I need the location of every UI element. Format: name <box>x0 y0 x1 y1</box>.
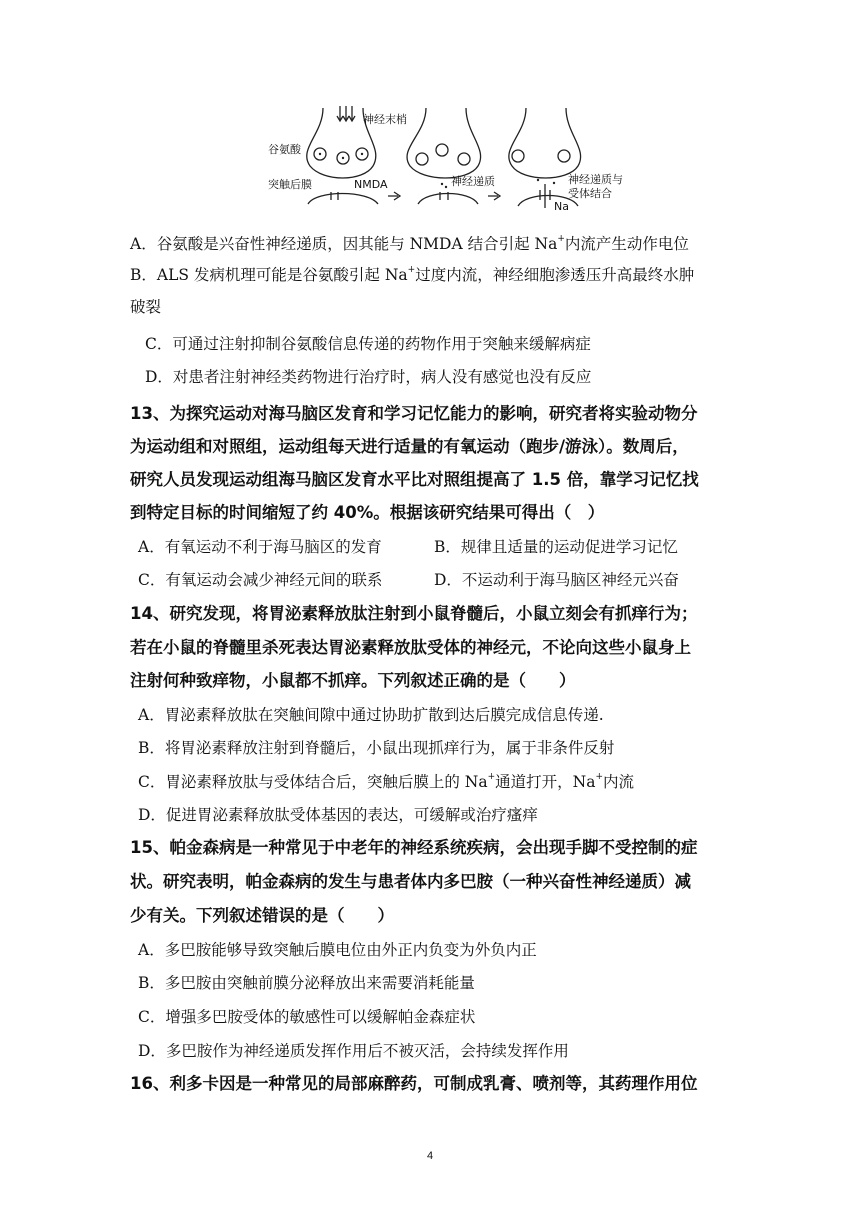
label-neurotransmitter: 神经递质 <box>451 175 495 188</box>
q14-option-b: B．将胃泌素释放注射到脊髓后，小鼠出现抓痒行为，属于非条件反射 <box>138 739 615 757</box>
q14-option-a: A．胃泌素释放肽在突触间隙中通过协助扩散到达后膜完成信息传递. <box>138 706 604 724</box>
q15-option-a: A．多巴胺能够导致突触后膜电位由外正内负变为外负内正 <box>138 941 537 959</box>
page-number: 4 <box>426 1150 434 1162</box>
q12-option-d: D．对患者注射神经类药物进行治疗时，病人没有感觉也没有反应 <box>145 368 592 386</box>
synapse-diagram <box>268 104 658 222</box>
q13-line-1: 13、为探究运动对海马脑区发育和学习记忆能力的影响，研究者将实验动物分 <box>130 404 698 423</box>
q14-line-2: 若在小鼠的脊髓里杀死表达胃泌素释放肽受体的神经元，不论向这些小鼠身上 <box>130 638 691 657</box>
q14-option-c: C．胃泌素释放肽与受体结合后，突触后膜上的 Na+通道打开，Na+内流 <box>138 771 635 791</box>
q15-option-d: D．多巴胺作为神经递质发挥作用后不被灭活，会持续发挥作用 <box>138 1042 569 1060</box>
q15-option-b: B．多巴胺由突触前膜分泌释放出来需要消耗能量 <box>138 974 475 992</box>
label-nerve-ending: 神经末梢 <box>363 113 407 126</box>
q13-option-a: A．有氧运动不利于海马脑区的发育 <box>138 538 382 556</box>
q13-line-4: 到特定目标的时间缩短了约 40%。根据该研究结果可得出（ ） <box>130 503 605 522</box>
label-postsynaptic-membrane: 突触后膜 <box>268 178 312 191</box>
q13-option-d: D．不运动利于海马脑区神经元兴奋 <box>434 571 679 589</box>
label-na: Na <box>554 200 569 213</box>
q14-line-1: 14、研究发现，将胃泌素释放肽注射到小鼠脊髓后，小鼠立刻会有抓痒行为； <box>130 604 698 623</box>
q12-option-a: A．谷氨酸是兴奋性神经递质，因其能与 NMDA 结合引起 Na+内流产生动作电位 <box>130 233 689 253</box>
q14-option-d: D．促进胃泌素释放肽受体基因的表达，可缓解或治疗瘙痒 <box>138 806 538 824</box>
q12-option-b: B．ALS 发病机理可能是谷氨酸引起 Na+过度内流，神经细胞渗透压升高最终水肿 <box>130 264 695 284</box>
q15-line-2: 状。研究表明，帕金森病的发生与患者体内多巴胺（一种兴奋性神经递质）减 <box>130 872 691 891</box>
q12-option-c: C．可通过注射抑制谷氨酸信息传递的药物作用于突触来缓解病症 <box>145 335 591 353</box>
q12-option-b-cont: 破裂 <box>130 298 162 316</box>
q15-option-c: C．增强多巴胺受体的敏感性可以缓解帕金森症状 <box>138 1008 476 1026</box>
q13-line-2: 为运动组和对照组，运动组每天进行适量的有氧运动（跑步/游泳）。数周后， <box>130 437 689 456</box>
label-glutamate: 谷氨酸 <box>268 143 301 156</box>
synapse-diagram-svg <box>268 104 658 222</box>
q13-option-c: C．有氧运动会减少神经元间的联系 <box>138 571 383 589</box>
label-transmitter-binding-2: 受体结合 <box>568 187 612 200</box>
q14-line-3: 注射何种致痒物，小鼠都不抓痒。下列叙述正确的是（ ） <box>130 671 576 690</box>
q15-line-1: 15、帕金森病是一种常见于中老年的神经系统疾病，会出现手脚不受控制的症 <box>130 838 698 857</box>
q16-line-1: 16、利多卡因是一种常见的局部麻醉药，可制成乳膏、喷剂等，其药理作用位 <box>130 1074 698 1093</box>
q13-line-3: 研究人员发现运动组海马脑区发育水平比对照组提高了 1.5 倍，靠学习记忆找 <box>130 470 699 489</box>
label-transmitter-binding-1: 神经递质与 <box>568 173 623 186</box>
q13-option-b: B．规律且适量的运动促进学习记忆 <box>434 538 678 556</box>
label-nmda: NMDA <box>354 178 388 191</box>
q15-line-3: 少有关。下列叙述错误的是（ ） <box>130 906 394 925</box>
